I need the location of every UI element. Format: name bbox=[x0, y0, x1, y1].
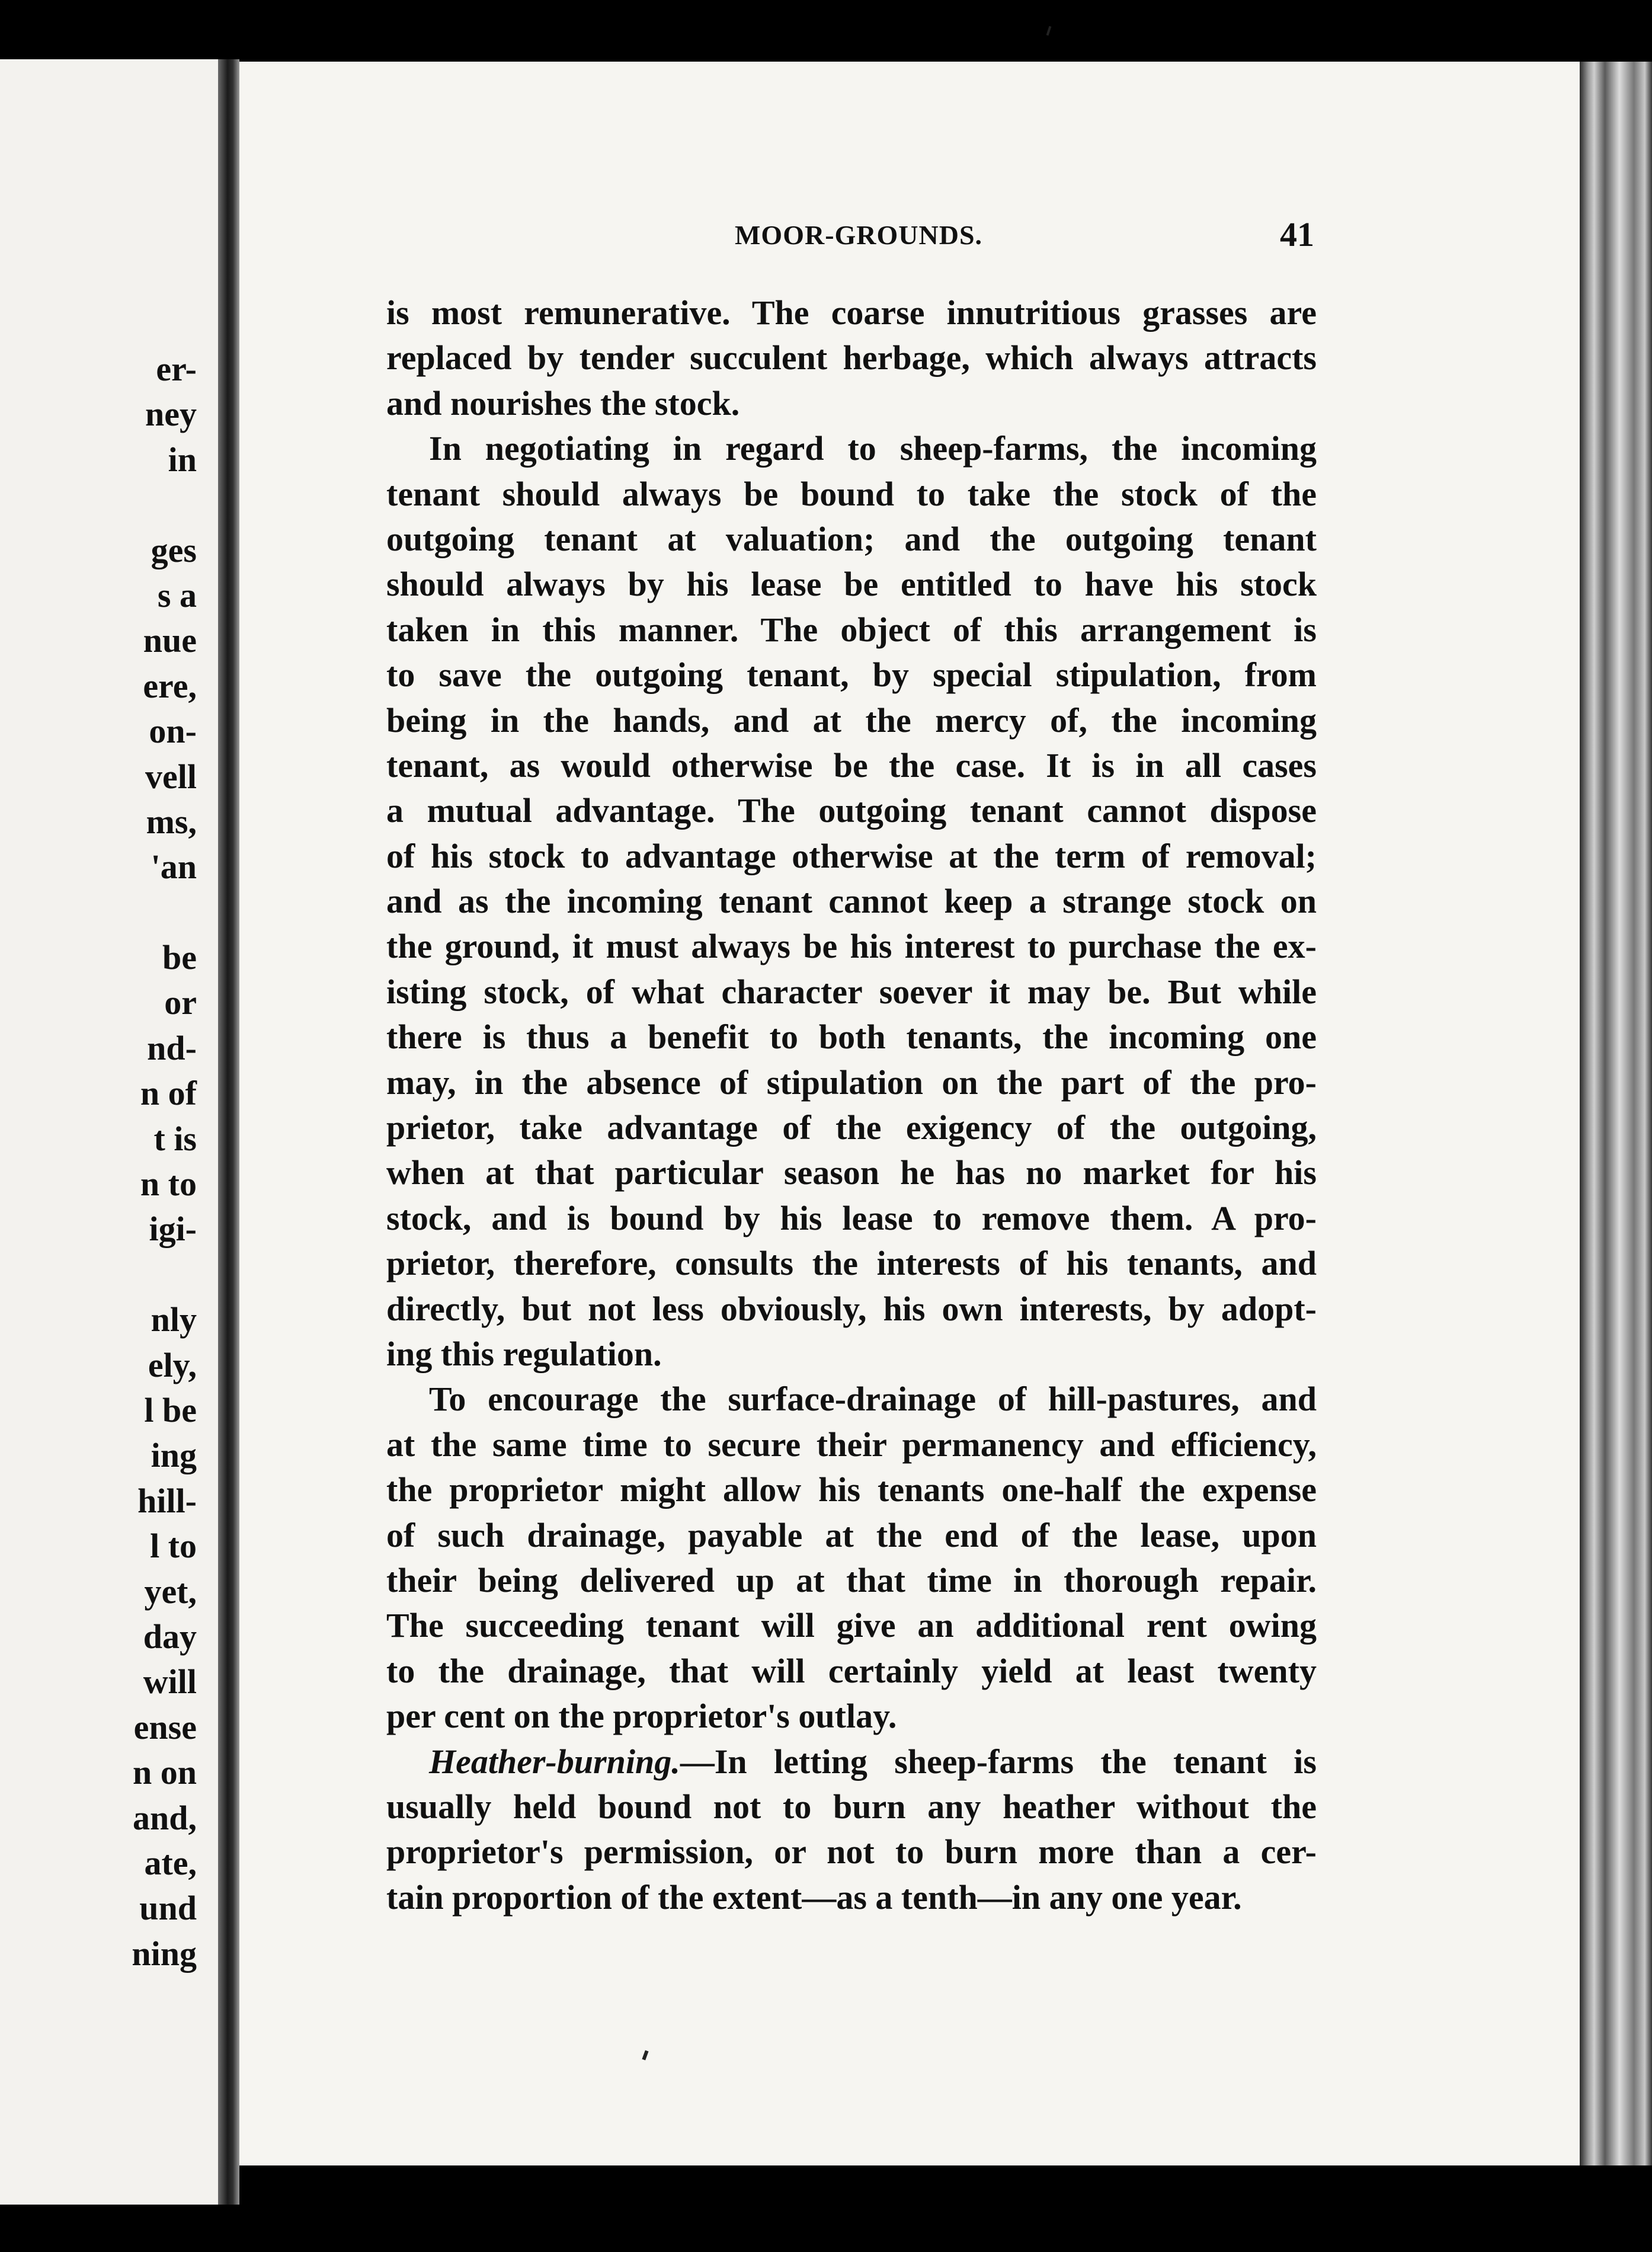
left-facing-page bbox=[0, 59, 218, 2205]
text-line: isting stock, of what character soever it may be. But while bbox=[386, 972, 1317, 1011]
text-line: outgoing tenant at valuation; and the outgoing tenant bbox=[386, 519, 1317, 558]
text-line: stock, and is bound by his lease to remove them. A pro- bbox=[386, 1198, 1317, 1237]
left-page-fragment: igi- bbox=[149, 1210, 197, 1249]
left-page-fragment: t is bbox=[153, 1119, 197, 1158]
paragraph bbox=[386, 1377, 1317, 1739]
text-line: per cent on the proprietor's outlay. bbox=[386, 1697, 897, 1736]
page-number: 41 bbox=[1280, 215, 1314, 254]
left-page-fragment: n on bbox=[132, 1753, 197, 1792]
text-line: directly, but not less obviously, his own interests, by adopt- bbox=[386, 1289, 1317, 1328]
left-page-fragment: l to bbox=[150, 1527, 197, 1566]
left-page-fragment: hill- bbox=[137, 1481, 197, 1520]
text-line: usually held bound not to burn any heather without the bbox=[386, 1787, 1317, 1826]
paragraph bbox=[386, 290, 1317, 426]
text-line: is most remunerative. The coarse innutritious grasses are bbox=[386, 293, 1317, 332]
text-line: replaced by tender succulent herbage, which always attracts bbox=[386, 338, 1317, 378]
left-page-fragment: in bbox=[168, 440, 197, 479]
text-line: there is thus a benefit to both tenants, the incoming one bbox=[386, 1018, 1317, 1057]
left-page-fragment: ning bbox=[132, 1934, 197, 1973]
text-line: tenant should always be bound to take the stock of the bbox=[386, 474, 1317, 513]
left-page-fragment: or bbox=[164, 983, 197, 1022]
left-page-fragment: nly bbox=[151, 1300, 197, 1339]
text-line: tain proportion of the extent—as a tenth—in any one year. bbox=[386, 1877, 1242, 1917]
left-page-fragment: will bbox=[143, 1662, 197, 1701]
left-page-fragment: vell bbox=[145, 757, 197, 796]
text-line: ing this regulation. bbox=[386, 1334, 662, 1373]
text-line: at the same time to secure their permanency and efficiency, bbox=[386, 1425, 1317, 1464]
left-page-fragment: ere, bbox=[143, 666, 197, 705]
text-line: should always by his lease be entitled to have his stock bbox=[386, 565, 1317, 604]
text-line: to the drainage, that will certainly yield at least twenty bbox=[386, 1651, 1317, 1690]
text-line bbox=[386, 1739, 1317, 1784]
text-line: taken in this manner. The object of this arrangement is bbox=[386, 610, 1317, 649]
text-line: and nourishes the stock. bbox=[386, 383, 740, 423]
left-page-text-fragments bbox=[7, 347, 197, 1976]
text-line: may, in the absence of stipulation on the part of the pro- bbox=[386, 1063, 1317, 1102]
left-page-fragment: ate, bbox=[144, 1843, 197, 1882]
text-line: and as the incoming tenant cannot keep a strange stock on bbox=[386, 882, 1317, 921]
left-page-fragment: ney bbox=[145, 395, 197, 434]
left-page-fragment: ms, bbox=[146, 802, 197, 841]
left-page-fragment: and, bbox=[132, 1798, 197, 1837]
left-page-fragment: ense bbox=[133, 1707, 197, 1746]
text-line: being in the hands, and at the mercy of, the incoming bbox=[386, 700, 1317, 740]
text-line: To encourage the surface-drainage of hill-pastures, and bbox=[429, 1380, 1317, 1419]
section-heading: Heather-burning. bbox=[429, 1742, 680, 1781]
text-line: The succeeding tenant will give an additional rent owing bbox=[386, 1606, 1317, 1645]
left-page-fragment: n to bbox=[140, 1165, 197, 1204]
left-page-fragment: er- bbox=[156, 350, 197, 388]
text-line: the ground, it must always be his interest to purchase the ex- bbox=[386, 927, 1317, 966]
left-page-fragment bbox=[7, 1252, 197, 1297]
page-edge bbox=[1580, 62, 1652, 2165]
book-gutter bbox=[218, 59, 239, 2205]
text-line: when at that particular season he has no market for his bbox=[386, 1153, 1317, 1192]
text-line: prietor, therefore, consults the interests of his tenants, and bbox=[386, 1244, 1317, 1283]
text-line: In negotiating in regard to sheep-farms, the incoming bbox=[429, 429, 1317, 468]
left-page-fragment: ely, bbox=[148, 1345, 197, 1384]
text-line: of such drainage, payable at the end of the lease, upon bbox=[386, 1515, 1317, 1554]
text-line: to save the outgoing tenant, by special stipulation, from bbox=[386, 655, 1317, 695]
left-page-fragment: nue bbox=[143, 621, 197, 660]
text-line: their being delivered up at that time in thorough repair. bbox=[386, 1560, 1317, 1600]
text-line: proprietor's permission, or not to burn more than a cer- bbox=[386, 1832, 1317, 1872]
left-page-fragment bbox=[7, 482, 197, 527]
left-page-fragment: be bbox=[162, 938, 197, 977]
left-page-fragment: day bbox=[143, 1617, 197, 1656]
left-page-fragment bbox=[7, 890, 197, 935]
text-line: tenant, as would otherwise be the case. It is in all cases bbox=[386, 746, 1317, 785]
left-page-fragment: nd- bbox=[147, 1028, 197, 1067]
left-page-fragment: on- bbox=[149, 712, 197, 751]
left-page-fragment: und bbox=[139, 1889, 197, 1928]
paragraph bbox=[386, 426, 1317, 1377]
text-line: the proprietor might allow his tenants one-half the expense bbox=[386, 1470, 1317, 1509]
paragraph bbox=[386, 1739, 1317, 1921]
left-page-fragment: 'an bbox=[151, 847, 197, 887]
text-line: of his stock to advantage otherwise at the term of removal; bbox=[386, 836, 1317, 875]
left-page-fragment: ing bbox=[151, 1436, 197, 1475]
line-text: —In letting sheep-farms the tenant is bbox=[680, 1742, 1317, 1781]
left-page-fragment: n of bbox=[140, 1074, 197, 1113]
speck-mark bbox=[1046, 26, 1052, 36]
left-page-fragment: yet, bbox=[144, 1572, 197, 1611]
text-line: prietor, take advantage of the exigency of the outgoing, bbox=[386, 1108, 1317, 1147]
text-line: a mutual advantage. The outgoing tenant cannot dispose bbox=[386, 791, 1317, 830]
left-page-fragment: l be bbox=[144, 1390, 197, 1429]
left-page-fragment: s a bbox=[157, 575, 197, 615]
left-page-fragment: ges bbox=[151, 530, 197, 570]
body-text bbox=[386, 290, 1317, 1920]
running-header: MOOR-GROUNDS. bbox=[735, 220, 983, 250]
